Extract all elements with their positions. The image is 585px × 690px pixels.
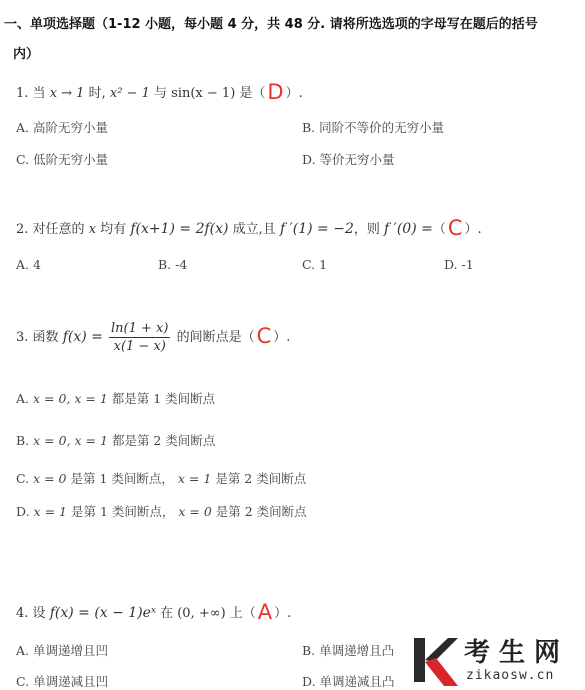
- q1-option-b: B. 同阶不等价的无穷小量: [302, 120, 445, 135]
- q3-option-a: A. x = 0, x = 1 都是第 1 类间断点: [16, 391, 216, 406]
- q2-option-d: D. -1: [444, 257, 474, 272]
- q4-option-b: B. 单调递增且凸: [302, 643, 395, 658]
- question-1: 1. 当 x → 1 时, x² − 1 与 sin(x − 1) 是（D ）.: [16, 80, 303, 104]
- question-4: 4. 设 f(x) = (x − 1)eˣ 在 (0, +∞) 上（A ）.: [16, 600, 292, 624]
- q2-option-c: C. 1: [302, 257, 328, 272]
- answer-mark-q1: D: [267, 80, 284, 104]
- q3-option-c: C. x = 0 是第 1 类间断点， x = 1 是第 2 类间断点: [16, 471, 307, 486]
- q2-option-a: A. 4: [16, 257, 41, 272]
- section-heading-line1: 一、单项选择题（1-12 小题，每小题 4 分，共 48 分. 请将所选选项的字母写在题后的括号: [4, 17, 538, 32]
- watermark-url: zikaosw.cn: [466, 668, 555, 683]
- q3-option-d: D. x = 1 是第 1 类间断点， x = 0 是第 2 类间断点: [16, 504, 307, 519]
- q3-option-b: B. x = 0, x = 1 都是第 2 类间断点: [16, 433, 216, 448]
- q4-option-d: D. 单调递减且凸: [302, 674, 395, 689]
- k-logo-icon: [412, 634, 458, 686]
- answer-mark-q4: A: [257, 600, 273, 624]
- q1-option-d: D. 等价无穷小量: [302, 152, 395, 167]
- q2-option-b: B. -4: [158, 257, 188, 272]
- answer-mark-q3: C: [256, 324, 272, 348]
- question-2: 2. 对任意的 x 均有 f(x+1) = 2f(x) 成立,且 f ′(1) = −2，则 f ′(0) =（C ）.: [16, 216, 482, 240]
- q4-option-c: C. 单调递减且凹: [16, 674, 109, 689]
- answer-mark-q2: C: [447, 216, 463, 240]
- fraction-denominator: x(1 − x): [113, 339, 166, 354]
- question-3: 3. 函数 f(x) = $\frac{\ln(1 + x)}{x(1 - x)}$ 的间断点是（C ）.: [16, 321, 291, 354]
- watermark-title: 考生网: [464, 638, 570, 668]
- fraction: [109, 321, 170, 354]
- watermark-logo: [404, 630, 585, 690]
- section-heading-line2: 内）: [13, 47, 40, 62]
- fraction-numerator: ln(1 + x): [111, 321, 169, 336]
- q1-option-c: C. 低阶无穷小量: [16, 152, 109, 167]
- q4-option-a: A. 单调递增且凹: [16, 643, 108, 658]
- q1-option-a: A. 高阶无穷小量: [16, 120, 108, 135]
